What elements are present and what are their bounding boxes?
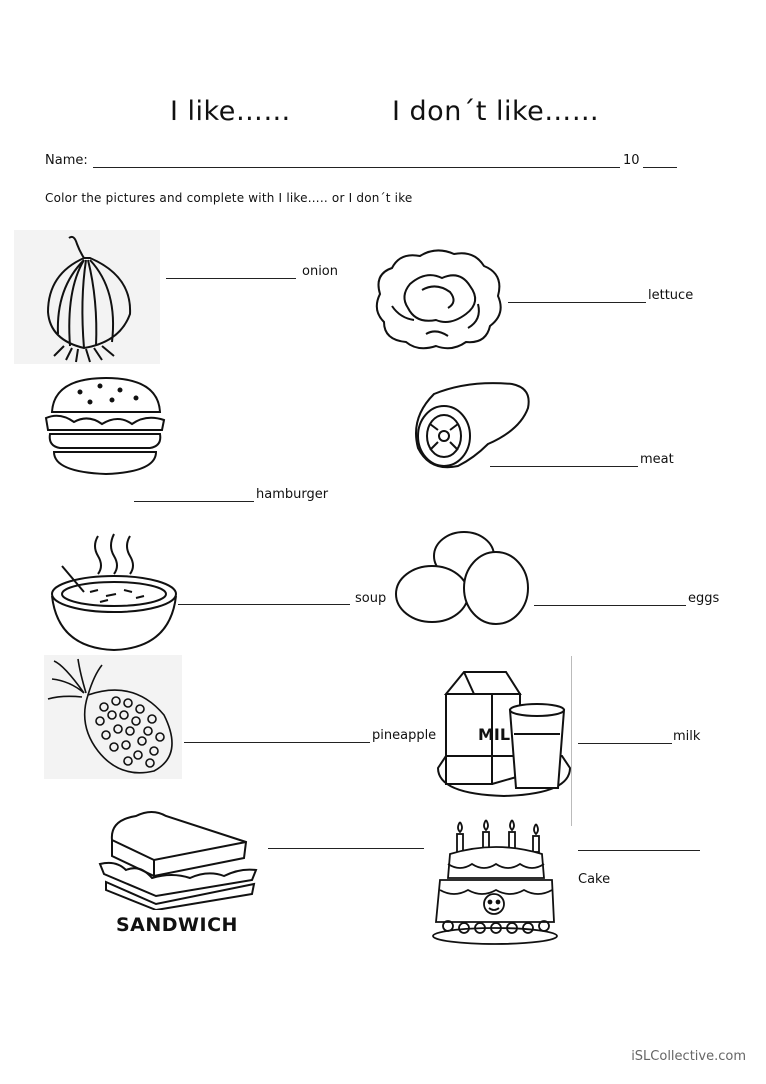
name-label: Name:: [45, 153, 88, 168]
eggs-icon: [392, 530, 532, 626]
word-pineapple: pineapple: [372, 728, 437, 743]
word-meat: meat: [640, 452, 674, 467]
answer-line-onion[interactable]: [166, 278, 296, 279]
answer-line-lettuce[interactable]: [508, 302, 646, 303]
name-row: [45, 153, 645, 175]
milk-icon: [434, 664, 574, 798]
milk-carton-label: MIL: [478, 725, 511, 744]
word-eggs: eggs: [688, 591, 720, 606]
answer-line-meat[interactable]: [490, 466, 638, 467]
word-milk: milk: [673, 729, 701, 744]
word-soup: soup: [355, 591, 387, 606]
answer-line-milk[interactable]: [578, 743, 672, 744]
answer-line-soup[interactable]: [178, 604, 350, 605]
answer-line-cake[interactable]: [578, 850, 700, 851]
answer-line-hamburger[interactable]: [134, 501, 254, 502]
soup-icon: [48, 530, 180, 656]
word-hamburger: hamburger: [256, 487, 329, 502]
meat-icon: [408, 378, 536, 474]
title-i-dont-like: I don´t like……: [392, 96, 600, 127]
instructions: Color the pictures and complete with I like….. or I don´t ike: [45, 191, 413, 205]
lettuce-icon: [370, 244, 508, 354]
answer-line-eggs[interactable]: [534, 605, 686, 606]
cake-icon: [430, 818, 560, 946]
hamburger-icon: [40, 372, 170, 484]
onion-icon: [14, 230, 160, 364]
watermark: iSLCollective.com: [631, 1049, 746, 1064]
sandwich-icon: [96, 806, 264, 910]
word-lettuce: lettuce: [648, 288, 694, 303]
title-i-like: I like……: [170, 96, 291, 127]
name-field[interactable]: [93, 167, 620, 168]
word-onion: onion: [302, 264, 338, 279]
answer-line-sandwich[interactable]: [268, 848, 424, 849]
score-field[interactable]: [643, 167, 677, 168]
pineapple-icon: [44, 655, 182, 779]
sandwich-caption: SANDWICH: [116, 914, 238, 936]
divider-line: [571, 656, 572, 826]
word-cake: Cake: [578, 872, 611, 887]
answer-line-pineapple[interactable]: [184, 742, 370, 743]
score-label: 10: [623, 153, 640, 168]
